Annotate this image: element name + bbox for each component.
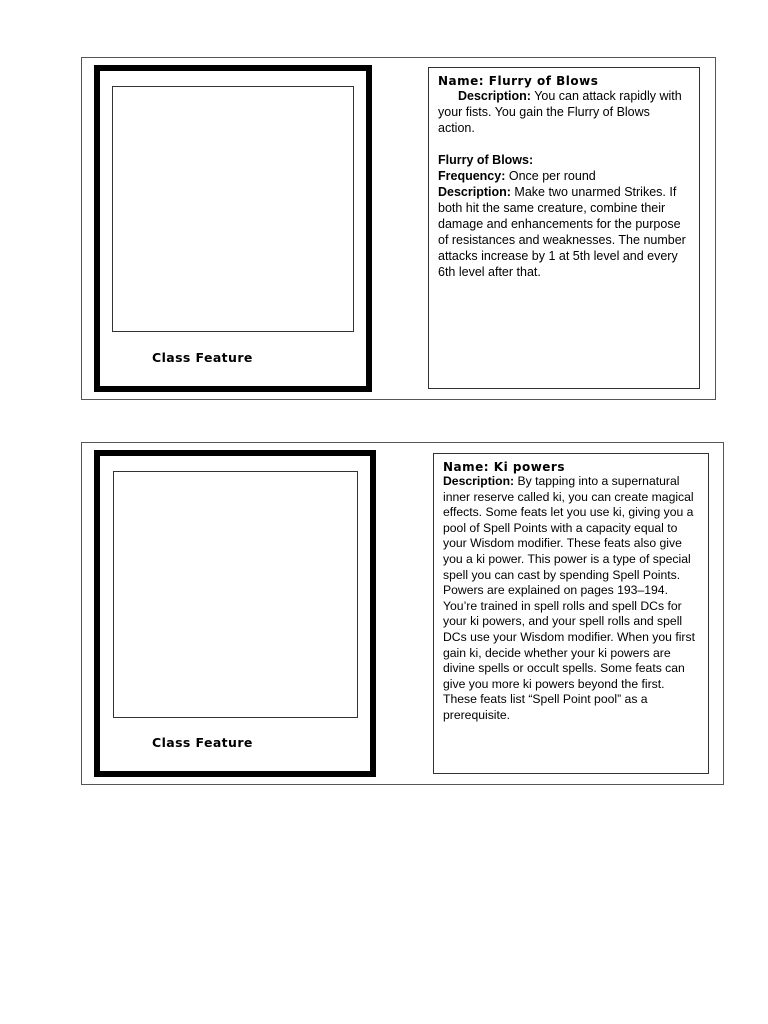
- name-label: Name:: [443, 460, 490, 474]
- card-text-box: [433, 453, 709, 774]
- description-label: Description:: [443, 474, 515, 488]
- description-text: You can attack rapidly with your fists. You gain the Flurry of Blows action.: [438, 89, 682, 135]
- feature-card-ki-powers: [81, 442, 724, 785]
- action-description-label: Description:: [438, 185, 511, 199]
- card-name: Ki powers: [493, 460, 565, 474]
- card-name-line: [438, 74, 690, 88]
- card-description: [443, 474, 699, 724]
- frequency-value: Once per round: [508, 169, 596, 183]
- card-name: Flurry of Blows: [488, 74, 599, 88]
- card-text-box: [428, 67, 700, 389]
- frequency-label: Frequency:: [438, 169, 506, 183]
- card-name-line: [443, 460, 699, 474]
- card-frame: [94, 65, 372, 392]
- name-label: Name:: [438, 74, 485, 88]
- feature-card-flurry: [81, 57, 716, 400]
- card-art-placeholder: [112, 86, 354, 332]
- card-frame: [94, 450, 376, 777]
- card-caption: Class Feature: [152, 735, 253, 750]
- action-description: [438, 184, 690, 280]
- action-frequency: [438, 168, 690, 184]
- card-art-placeholder: [113, 471, 358, 718]
- description-text: By tapping into a supernatural inner reserve called ki, you can create magical effects. Some feats let you use ki, giving you a pool of Spell Points with a capacity equal to your Wisdom modifier. These feats also give you a ki power. This power is a type of special spell you can cast by spending Spell Points. Powers are explained on pages 193–194. You’re trained in spell rolls and spell DCs for your ki powers, and your spell rolls and spell DCs use your Wisdom modifier. When you first gain ki, decide whether your ki powers are divine spells or occult spells. Some feats can give you more ki powers beyond the first. These feats list “Spell Point pool” as a prerequisite.: [443, 474, 695, 722]
- description-label: Description:: [458, 89, 531, 103]
- action-description-text: Make two unarmed Strikes. If both hit the same creature, combine their damage and enhancements for the purpose of resistances and weaknesses. The number attacks increase by 1 at 5th level and every 6th level after that.: [438, 185, 686, 279]
- card-description: [438, 88, 690, 136]
- card-caption: Class Feature: [152, 350, 253, 365]
- action-title: Flurry of Blows:: [438, 153, 534, 167]
